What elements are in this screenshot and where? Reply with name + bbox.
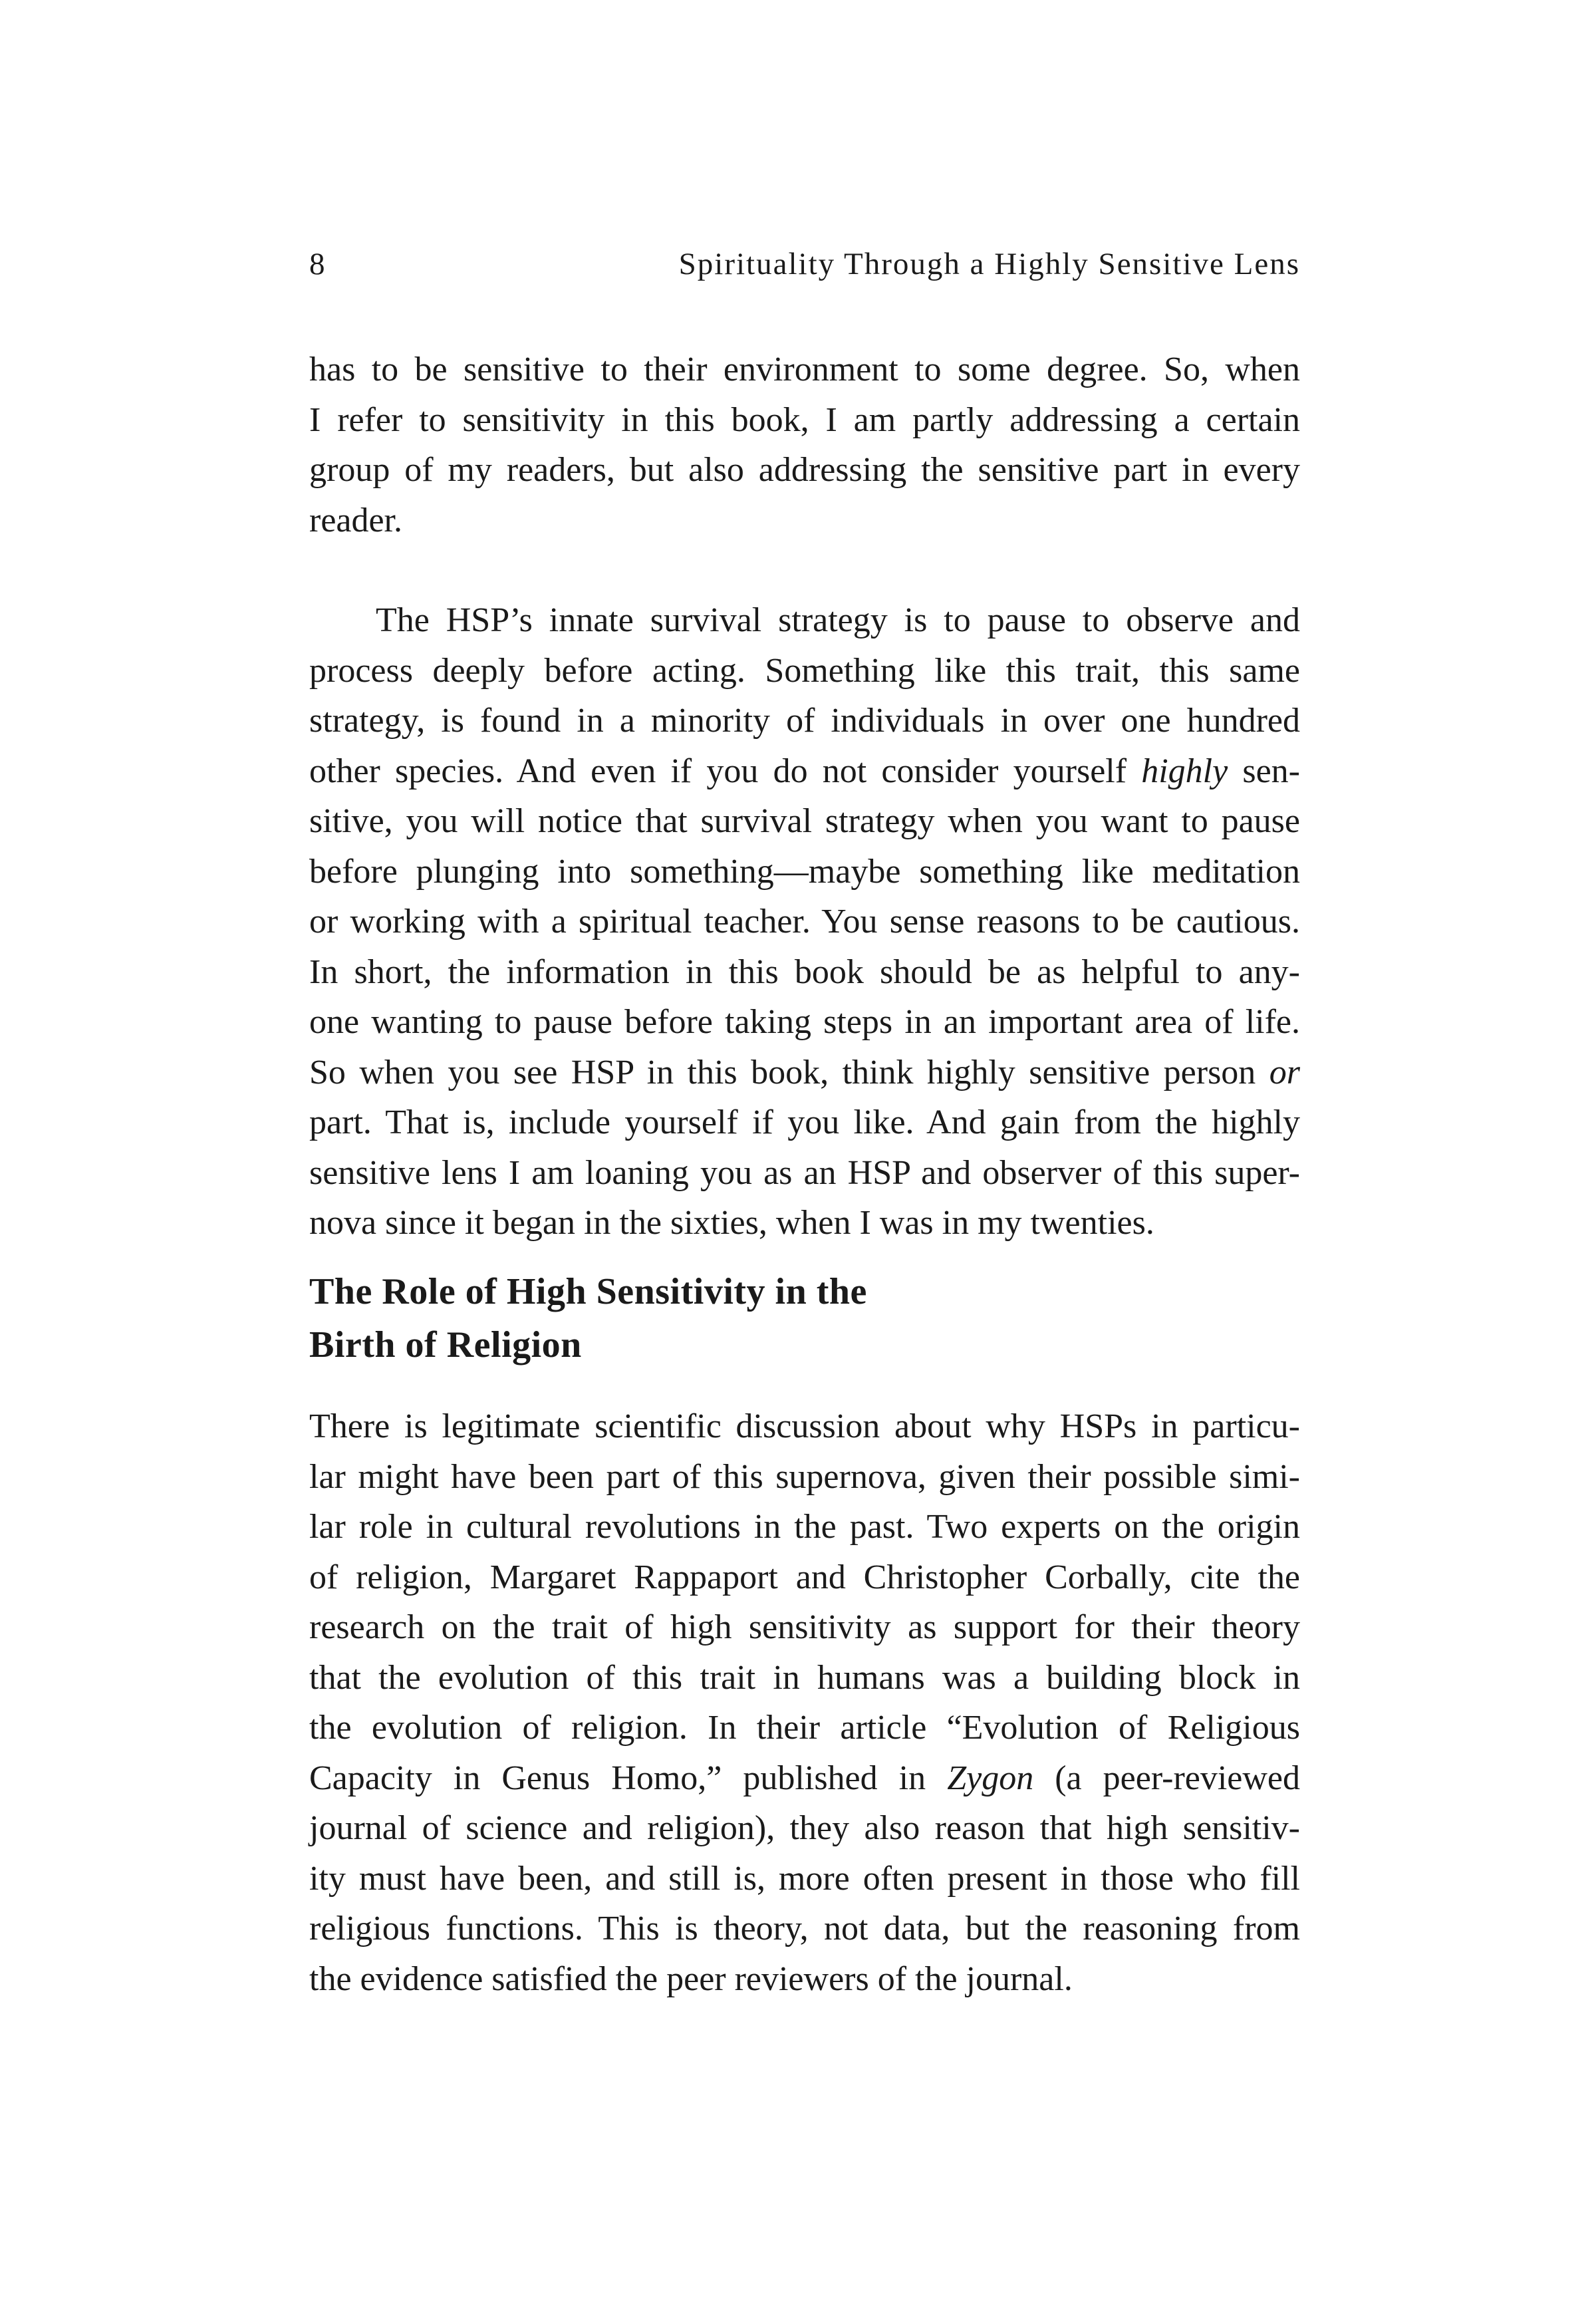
text-line bbox=[309, 1097, 1300, 1148]
text-line bbox=[309, 1198, 1300, 1248]
text-run: other species. And even if you do not consider yourself bbox=[309, 752, 1142, 790]
text-run: Capacity in Genus Homo,” published in bbox=[309, 1759, 948, 1797]
text-line bbox=[309, 897, 1300, 947]
italic-text: or bbox=[1269, 1053, 1300, 1091]
text-line bbox=[309, 445, 1300, 496]
text-run: religious functions. This is theory, not data, but the reasoning from bbox=[309, 1910, 1300, 1947]
text-run: nova since it began in the sixties, when I was in my twenties. bbox=[309, 1204, 1154, 1242]
text-line bbox=[309, 345, 1300, 395]
text-run: part. That is, include yourself if you like. And gain from the highly bbox=[309, 1103, 1300, 1141]
text-run: reader. bbox=[309, 501, 403, 539]
text-run: strategy, is found in a minority of individuals in over one hundred bbox=[309, 702, 1300, 740]
body-paragraph bbox=[309, 345, 1300, 545]
text-line bbox=[309, 1703, 1300, 1753]
text-run: before plunging into something—maybe something like meditation bbox=[309, 852, 1300, 891]
text-run: I refer to sensitivity in this book, I am partly addressing a certain bbox=[309, 400, 1300, 439]
text-run: process deeply before acting. Something like this trait, this same bbox=[309, 651, 1300, 690]
text-run: (a peer-reviewed bbox=[1033, 1759, 1300, 1797]
text-run: In short, the information in this book should be as helpful to any- bbox=[309, 952, 1300, 991]
text-run: lar role in cultural revolutions in the past. Two experts on the origin bbox=[309, 1508, 1300, 1546]
text-line bbox=[309, 1602, 1300, 1653]
text-line bbox=[309, 1854, 1300, 1904]
italic-text: highly bbox=[1141, 752, 1228, 790]
running-head bbox=[309, 241, 1300, 287]
text-run: research on the trait of high sensitivity as support for their theory bbox=[309, 1608, 1300, 1646]
text-line bbox=[309, 1904, 1300, 1954]
page-number: 8 bbox=[309, 247, 326, 281]
section-heading-line: The Role of High Sensitivity in the bbox=[309, 1271, 867, 1312]
text-run: that the evolution of this trait in humans was a building block in bbox=[309, 1658, 1300, 1697]
text-line bbox=[309, 1048, 1300, 1098]
text-line bbox=[309, 1653, 1300, 1703]
text-line bbox=[309, 947, 1300, 998]
text-line bbox=[309, 997, 1300, 1048]
text-run: lar might have been part of this supernova, given their possible simi- bbox=[309, 1457, 1300, 1496]
text-line bbox=[309, 746, 1300, 797]
text-line bbox=[309, 1954, 1300, 2005]
text-run: of religion, Margaret Rappaport and Christopher Corbally, cite the bbox=[309, 1558, 1300, 1596]
text-line bbox=[309, 1452, 1300, 1503]
text-run: journal of science and religion), they also reason that high sensitiv- bbox=[309, 1809, 1300, 1847]
text-line bbox=[309, 796, 1300, 847]
text-line bbox=[309, 395, 1300, 446]
text-run: group of my readers, but also addressing the sensitive part in every bbox=[309, 451, 1300, 489]
italic-text: Zygon bbox=[947, 1759, 1034, 1797]
text-line bbox=[309, 1552, 1300, 1603]
text-run: or working with a spiritual teacher. You sense reasons to be cautious. bbox=[309, 903, 1300, 940]
text-run: ity must have been, and still is, more often present in those who fill bbox=[309, 1859, 1300, 1898]
text-line bbox=[309, 1803, 1300, 1854]
book-title: Spirituality Through a Highly Sensitive Lens bbox=[678, 247, 1300, 281]
text-line bbox=[309, 646, 1300, 696]
text-line bbox=[309, 1401, 1300, 1452]
text-run: the evidence satisfied the peer reviewers of the journal. bbox=[309, 1959, 1073, 1998]
text-line bbox=[309, 595, 1300, 646]
text-line bbox=[309, 1753, 1300, 1804]
text-run: the evolution of religion. In their article “Evolution of Religious bbox=[309, 1709, 1300, 1747]
text-run: So when you see HSP in this book, think highly sensitive person bbox=[309, 1053, 1269, 1091]
text-line bbox=[309, 496, 1300, 546]
text-line bbox=[309, 847, 1300, 897]
text-run: one wanting to pause before taking steps in an important area of life. bbox=[309, 1003, 1300, 1041]
text-run: sensitive lens I am loaning you as an HSP and observer of this super- bbox=[309, 1153, 1300, 1192]
section-heading-line: Birth of Religion bbox=[309, 1324, 582, 1366]
text-line bbox=[309, 696, 1300, 746]
text-run: sitive, you will notice that survival strategy when you want to pause bbox=[309, 802, 1300, 840]
text-run: The HSP’s innate survival strategy is to pause to observe and bbox=[376, 601, 1300, 639]
body-paragraph bbox=[309, 1401, 1300, 2004]
text-run: There is legitimate scientific discussion about why HSPs in particu- bbox=[309, 1407, 1300, 1445]
text-run: sen- bbox=[1228, 752, 1300, 790]
text-line bbox=[309, 1502, 1300, 1552]
body-paragraph bbox=[309, 595, 1300, 1248]
text-run: has to be sensitive to their environment to some degree. So, when bbox=[309, 351, 1300, 388]
section-heading bbox=[309, 1265, 1300, 1371]
text-line bbox=[309, 1148, 1300, 1199]
